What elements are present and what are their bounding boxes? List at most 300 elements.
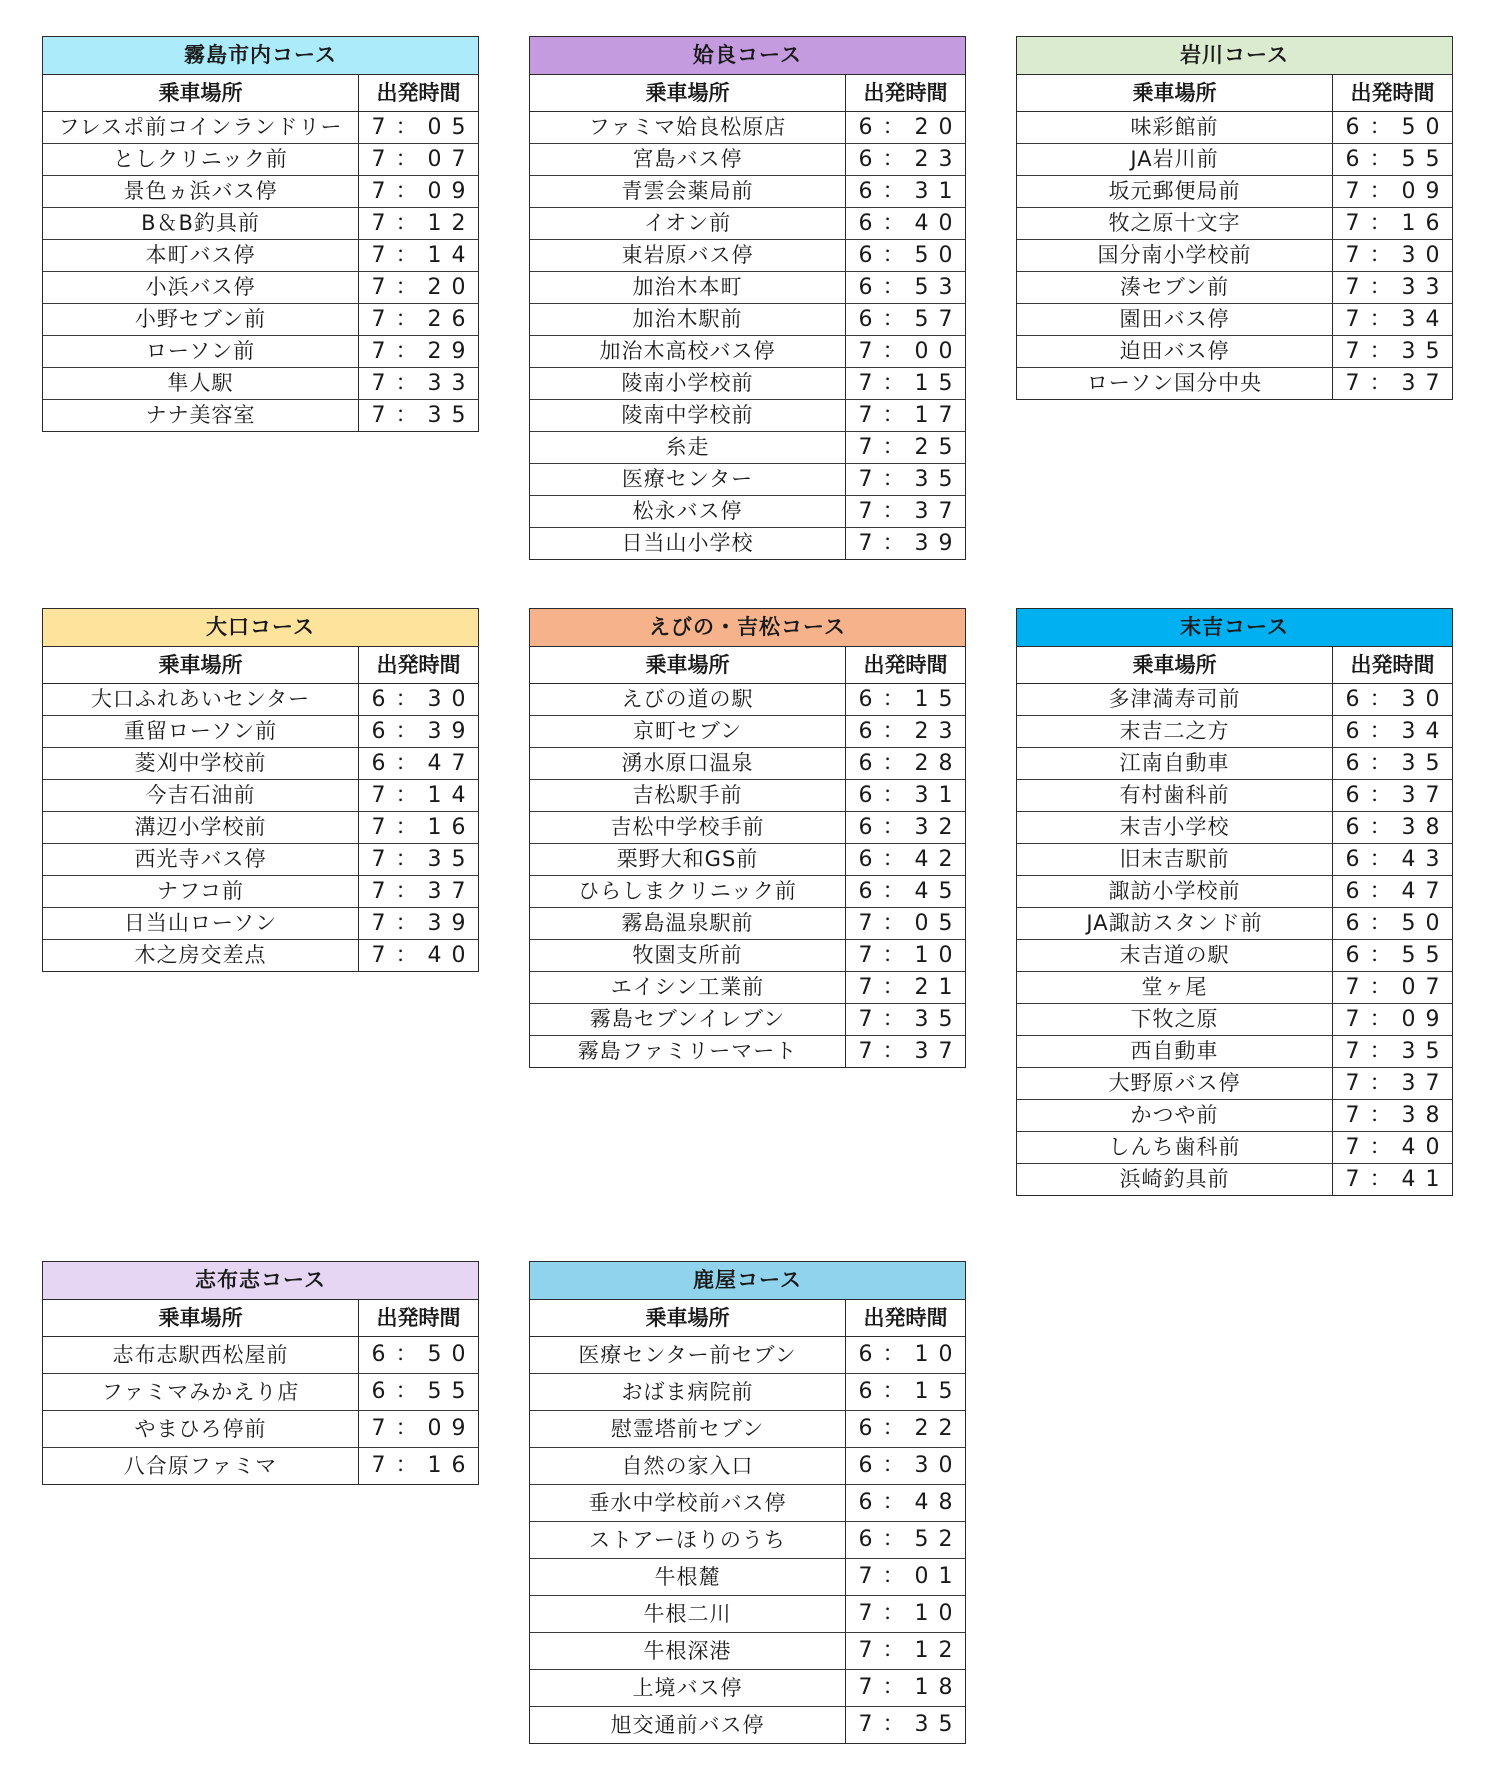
stop-name: 栗野大和GS前	[530, 844, 846, 875]
stop-name: 国分南小学校前	[1017, 240, 1333, 271]
stop-name: 下牧之原	[1017, 1004, 1333, 1035]
course-table-kirishima	[42, 36, 479, 432]
stop-name: えびの道の駅	[530, 684, 846, 715]
stop-name: おばま病院前	[530, 1374, 846, 1410]
departure-time: 7：37	[371, 879, 476, 904]
stop-name: 有村歯科前	[1017, 780, 1333, 811]
table-row	[1017, 747, 1452, 779]
table-row	[1017, 875, 1452, 907]
stop-name: 自然の家入口	[530, 1448, 846, 1484]
departure-time: 6：31	[858, 783, 963, 808]
header-stop: 乗車場所	[530, 647, 846, 683]
stop-name: 江南自動車	[1017, 748, 1333, 779]
stop-name: 牧之原十文字	[1017, 208, 1333, 239]
table-row	[530, 1706, 965, 1743]
course-title: 岩川コース	[1017, 37, 1452, 75]
departure-time: 6：20	[858, 115, 963, 140]
departure-time: 6：10	[858, 1342, 963, 1367]
course-table-shibushi	[42, 1261, 479, 1485]
table-row	[1017, 175, 1452, 207]
stop-name: 西光寺バス停	[43, 844, 359, 875]
departure-time: 7：40	[1345, 1135, 1450, 1160]
departure-time: 7：17	[858, 403, 963, 428]
header-time: 出発時間	[1350, 653, 1435, 677]
stop-name: 旧末吉駅前	[1017, 844, 1333, 875]
header-time: 出発時間	[376, 653, 461, 677]
departure-time: 6：15	[858, 1379, 963, 1404]
table-row	[43, 779, 478, 811]
stop-name: フレスポ前コインランドリー	[43, 112, 359, 143]
stop-name: としクリニック前	[43, 144, 359, 175]
table-row	[530, 1669, 965, 1706]
table-row	[530, 1558, 965, 1595]
table-row	[530, 1337, 965, 1373]
stop-name: 八合原ファミマ	[43, 1448, 359, 1484]
table-row	[530, 843, 965, 875]
stop-name: 加治木高校バス停	[530, 336, 846, 367]
departure-time: 7：33	[371, 371, 476, 396]
table-body	[43, 684, 478, 971]
departure-time: 6：47	[1345, 879, 1450, 904]
stop-name: 京町セブン	[530, 716, 846, 747]
table-body	[530, 112, 965, 559]
table-row	[530, 875, 965, 907]
course-title: 末吉コース	[1017, 609, 1452, 647]
table-row	[1017, 207, 1452, 239]
stop-name: 日当山ローソン	[43, 908, 359, 939]
stop-name: 末吉二之方	[1017, 716, 1333, 747]
departure-time: 7：35	[858, 1007, 963, 1032]
stop-name: 木之房交差点	[43, 940, 359, 971]
table-row	[43, 239, 478, 271]
departure-time: 7：35	[371, 847, 476, 872]
departure-time: 7：41	[1345, 1167, 1450, 1192]
departure-time: 7：37	[858, 499, 963, 524]
stop-name: 本町バス停	[43, 240, 359, 271]
departure-time: 7：30	[1345, 243, 1450, 268]
header-time: 出発時間	[376, 1306, 461, 1330]
table-row	[530, 399, 965, 431]
stop-name: ナナ美容室	[43, 400, 359, 431]
course-title: 鹿屋コース	[530, 1262, 965, 1300]
table-header	[43, 1300, 478, 1337]
stop-name: 慰霊塔前セブン	[530, 1411, 846, 1447]
departure-time: 6：57	[858, 307, 963, 332]
table-row	[530, 1410, 965, 1447]
departure-time: 7：16	[371, 1453, 476, 1478]
stop-name: しんち歯科前	[1017, 1132, 1333, 1163]
stop-name: 今吉石油前	[43, 780, 359, 811]
table-row	[1017, 715, 1452, 747]
course-table-iwagawa	[1016, 36, 1453, 400]
table-row	[530, 779, 965, 811]
stop-name: 牛根二川	[530, 1596, 846, 1632]
table-row	[530, 175, 965, 207]
departure-time: 7：07	[371, 147, 476, 172]
stop-name: 医療センター	[530, 464, 846, 495]
header-stop: 乗車場所	[43, 647, 359, 683]
table-body	[530, 1337, 965, 1743]
table-row	[43, 939, 478, 971]
departure-time: 6：35	[1345, 751, 1450, 776]
table-body	[1017, 112, 1452, 399]
departure-time: 6：55	[1345, 147, 1450, 172]
stop-name: 坂元郵便局前	[1017, 176, 1333, 207]
departure-time: 7：37	[1345, 371, 1450, 396]
table-row	[530, 811, 965, 843]
stop-name: 日当山小学校	[530, 528, 846, 559]
departure-time: 7：10	[858, 1601, 963, 1626]
stop-name: JA岩川前	[1017, 144, 1333, 175]
table-row	[43, 843, 478, 875]
table-row	[1017, 971, 1452, 1003]
table-row	[530, 335, 965, 367]
departure-time: 7：35	[1345, 1039, 1450, 1064]
departure-time: 7：21	[858, 975, 963, 1000]
table-row	[530, 971, 965, 1003]
stop-name: 霧島温泉駅前	[530, 908, 846, 939]
departure-time: 6：32	[858, 815, 963, 840]
table-row	[1017, 1067, 1452, 1099]
stop-name: やまひろ停前	[43, 1411, 359, 1447]
table-row	[530, 1521, 965, 1558]
table-row	[530, 143, 965, 175]
course-table-sueyoshi	[1016, 608, 1453, 1196]
departure-time: 6：47	[371, 751, 476, 776]
departure-time: 7：09	[1345, 179, 1450, 204]
departure-time: 7：20	[371, 275, 476, 300]
course-table-okuchi	[42, 608, 479, 972]
course-title: えびの・吉松コース	[530, 609, 965, 647]
departure-time: 7：14	[371, 783, 476, 808]
stop-name: 西自動車	[1017, 1036, 1333, 1067]
stop-name: 加治木駅前	[530, 304, 846, 335]
stop-name: B＆B釣具前	[43, 208, 359, 239]
course-table-kanoya	[529, 1261, 966, 1744]
table-row	[1017, 143, 1452, 175]
departure-time: 7：09	[1345, 1007, 1450, 1032]
table-header	[43, 647, 478, 684]
stop-name: 迫田バス停	[1017, 336, 1333, 367]
table-row	[43, 271, 478, 303]
table-row	[1017, 1163, 1452, 1195]
table-row	[43, 907, 478, 939]
departure-time: 6：43	[1345, 847, 1450, 872]
stop-name: ローソン前	[43, 336, 359, 367]
table-row	[1017, 239, 1452, 271]
table-row	[530, 1003, 965, 1035]
header-time: 出発時間	[863, 653, 948, 677]
stop-name: ローソン国分中央	[1017, 368, 1333, 399]
departure-time: 6：28	[858, 751, 963, 776]
table-header	[530, 75, 965, 112]
stop-name: 小浜バス停	[43, 272, 359, 303]
stop-name: 医療センター前セブン	[530, 1337, 846, 1373]
departure-time: 7：38	[1345, 1103, 1450, 1128]
stop-name: 景色ヵ浜バス停	[43, 176, 359, 207]
table-row	[43, 175, 478, 207]
departure-time: 6：50	[371, 1342, 476, 1367]
departure-time: 7：09	[371, 179, 476, 204]
departure-time: 6：55	[1345, 943, 1450, 968]
table-row	[1017, 1099, 1452, 1131]
departure-time: 6：53	[858, 275, 963, 300]
table-body	[43, 112, 478, 431]
table-row	[530, 684, 965, 715]
stop-name: 末吉道の駅	[1017, 940, 1333, 971]
departure-time: 6：15	[858, 687, 963, 712]
departure-time: 7：07	[1345, 975, 1450, 1000]
table-row	[530, 715, 965, 747]
stop-name: 霧島ファミリーマート	[530, 1036, 846, 1067]
course-title: 霧島市内コース	[43, 37, 478, 75]
header-time: 出発時間	[863, 81, 948, 105]
table-header	[43, 75, 478, 112]
departure-time: 6：50	[1345, 911, 1450, 936]
departure-time: 6：45	[858, 879, 963, 904]
stop-name: 宮島バス停	[530, 144, 846, 175]
stop-name: ストアーほりのうち	[530, 1522, 846, 1558]
table-row	[530, 112, 965, 143]
table-row	[1017, 1003, 1452, 1035]
departure-time: 6：38	[1345, 815, 1450, 840]
table-row	[530, 431, 965, 463]
stop-name: 湧水原口温泉	[530, 748, 846, 779]
table-row	[530, 1595, 965, 1632]
header-stop: 乗車場所	[43, 75, 359, 111]
table-header	[1017, 647, 1452, 684]
departure-time: 6：23	[858, 719, 963, 744]
departure-time: 7：18	[858, 1675, 963, 1700]
header-time: 出発時間	[376, 81, 461, 105]
stop-name: 園田バス停	[1017, 304, 1333, 335]
table-row	[43, 399, 478, 431]
stop-name: エイシン工業前	[530, 972, 846, 1003]
departure-time: 6：50	[1345, 115, 1450, 140]
course-table-aira	[529, 36, 966, 560]
departure-time: 7：26	[371, 307, 476, 332]
departure-time: 7：09	[371, 1416, 476, 1441]
departure-time: 6：52	[858, 1527, 963, 1552]
departure-time: 7：39	[858, 531, 963, 556]
table-row	[43, 367, 478, 399]
table-row	[43, 1410, 478, 1447]
table-row	[530, 367, 965, 399]
stop-name: 隼人駅	[43, 368, 359, 399]
stop-name: ひらしまクリニック前	[530, 876, 846, 907]
departure-time: 7：01	[858, 1564, 963, 1589]
table-row	[1017, 367, 1452, 399]
departure-time: 7：33	[1345, 275, 1450, 300]
table-row	[1017, 843, 1452, 875]
table-row	[530, 1373, 965, 1410]
departure-time: 7：05	[371, 115, 476, 140]
departure-time: 7：39	[371, 911, 476, 936]
departure-time: 7：35	[1345, 339, 1450, 364]
table-row	[1017, 1131, 1452, 1163]
stop-name: 上境バス停	[530, 1670, 846, 1706]
departure-time: 7：14	[371, 243, 476, 268]
departure-time: 7：25	[858, 435, 963, 460]
stop-name: 加治木本町	[530, 272, 846, 303]
stop-name: 菱刈中学校前	[43, 748, 359, 779]
table-row	[530, 207, 965, 239]
departure-time: 6：48	[858, 1490, 963, 1515]
stop-name: 小野セブン前	[43, 304, 359, 335]
departure-time: 6：34	[1345, 719, 1450, 744]
departure-time: 7：16	[371, 815, 476, 840]
course-table-ebino-yoshimatsu	[529, 608, 966, 1068]
departure-time: 7：12	[371, 211, 476, 236]
departure-time: 7：12	[858, 1638, 963, 1663]
table-body	[1017, 684, 1452, 1195]
departure-time: 7：34	[1345, 307, 1450, 332]
stop-name: 志布志駅西松屋前	[43, 1337, 359, 1373]
stop-name: ファミマ姶良松原店	[530, 112, 846, 143]
table-row	[43, 1373, 478, 1410]
table-row	[43, 1337, 478, 1373]
table-row	[530, 1035, 965, 1067]
table-header	[530, 647, 965, 684]
table-row	[1017, 779, 1452, 811]
table-row	[43, 811, 478, 843]
table-row	[530, 1632, 965, 1669]
stop-name: 牛根深港	[530, 1633, 846, 1669]
stop-name: 大口ふれあいセンター	[43, 684, 359, 715]
course-title: 姶良コース	[530, 37, 965, 75]
course-title: 大口コース	[43, 609, 478, 647]
table-row	[1017, 1035, 1452, 1067]
departure-time: 6：22	[858, 1416, 963, 1441]
table-header	[530, 1300, 965, 1337]
departure-time: 7：05	[858, 911, 963, 936]
departure-time: 7：37	[1345, 1071, 1450, 1096]
table-body	[530, 684, 965, 1067]
header-stop: 乗車場所	[1017, 647, 1333, 683]
stop-name: 重留ローソン前	[43, 716, 359, 747]
stop-name: ナフコ前	[43, 876, 359, 907]
table-row	[1017, 335, 1452, 367]
stop-name: 末吉小学校	[1017, 812, 1333, 843]
table-row	[43, 143, 478, 175]
stop-name: 旭交通前バス停	[530, 1707, 846, 1743]
departure-time: 6：50	[858, 243, 963, 268]
table-row	[1017, 303, 1452, 335]
stop-name: 堂ヶ尾	[1017, 972, 1333, 1003]
departure-time: 7：40	[371, 943, 476, 968]
header-stop: 乗車場所	[530, 75, 846, 111]
table-row	[43, 684, 478, 715]
table-row	[43, 1447, 478, 1484]
stop-name: 糸走	[530, 432, 846, 463]
departure-time: 7：29	[371, 339, 476, 364]
departure-time: 6：30	[1345, 687, 1450, 712]
departure-time: 6：42	[858, 847, 963, 872]
stop-name: 多津満寿司前	[1017, 684, 1333, 715]
stop-name: 東岩原バス停	[530, 240, 846, 271]
table-row	[530, 1447, 965, 1484]
stop-name: 吉松駅手前	[530, 780, 846, 811]
table-row	[530, 271, 965, 303]
departure-time: 6：55	[371, 1379, 476, 1404]
stop-name: 味彩館前	[1017, 112, 1333, 143]
stop-name: 陵南中学校前	[530, 400, 846, 431]
table-row	[43, 335, 478, 367]
table-row	[1017, 811, 1452, 843]
stop-name: 諏訪小学校前	[1017, 876, 1333, 907]
table-row	[530, 495, 965, 527]
stop-name: 青雲会薬局前	[530, 176, 846, 207]
stop-name: 霧島セブンイレブン	[530, 1004, 846, 1035]
course-title: 志布志コース	[43, 1262, 478, 1300]
stop-name: 牛根麓	[530, 1559, 846, 1595]
stop-name: 陵南小学校前	[530, 368, 846, 399]
table-header	[1017, 75, 1452, 112]
header-stop: 乗車場所	[43, 1300, 359, 1336]
departure-time: 7：35	[858, 467, 963, 492]
table-row	[530, 1484, 965, 1521]
departure-time: 7：15	[858, 371, 963, 396]
table-row	[43, 112, 478, 143]
stop-name: 牧園支所前	[530, 940, 846, 971]
header-stop: 乗車場所	[530, 1300, 846, 1336]
header-time: 出発時間	[863, 1306, 948, 1330]
table-row	[1017, 939, 1452, 971]
header-time: 出発時間	[1350, 81, 1435, 105]
departure-time: 7：10	[858, 943, 963, 968]
table-row	[43, 747, 478, 779]
departure-time: 6：31	[858, 179, 963, 204]
table-body	[43, 1337, 478, 1484]
departure-time: 6：30	[858, 1453, 963, 1478]
table-row	[1017, 907, 1452, 939]
departure-time: 6：37	[1345, 783, 1450, 808]
table-row	[530, 907, 965, 939]
departure-time: 7：16	[1345, 211, 1450, 236]
table-row	[43, 303, 478, 335]
departure-time: 6：23	[858, 147, 963, 172]
departure-time: 7：37	[858, 1039, 963, 1064]
table-row	[530, 527, 965, 559]
departure-time: 7：35	[858, 1712, 963, 1737]
table-row	[530, 303, 965, 335]
table-row	[530, 747, 965, 779]
departure-time: 7：00	[858, 339, 963, 364]
table-row	[1017, 684, 1452, 715]
header-stop: 乗車場所	[1017, 75, 1333, 111]
stop-name: かつや前	[1017, 1100, 1333, 1131]
stop-name: JA諏訪スタンド前	[1017, 908, 1333, 939]
table-row	[43, 715, 478, 747]
stop-name: 松永バス停	[530, 496, 846, 527]
table-row	[530, 463, 965, 495]
table-row	[1017, 112, 1452, 143]
stop-name: 湊セブン前	[1017, 272, 1333, 303]
table-row	[43, 875, 478, 907]
table-row	[1017, 271, 1452, 303]
departure-time: 6：39	[371, 719, 476, 744]
stop-name: 垂水中学校前バス停	[530, 1485, 846, 1521]
stop-name: ファミマみかえり店	[43, 1374, 359, 1410]
departure-time: 6：30	[371, 687, 476, 712]
departure-time: 6：40	[858, 211, 963, 236]
stop-name: 浜崎釣具前	[1017, 1164, 1333, 1195]
table-row	[530, 239, 965, 271]
departure-time: 7：35	[371, 403, 476, 428]
table-row	[530, 939, 965, 971]
stop-name: 溝辺小学校前	[43, 812, 359, 843]
table-row	[43, 207, 478, 239]
